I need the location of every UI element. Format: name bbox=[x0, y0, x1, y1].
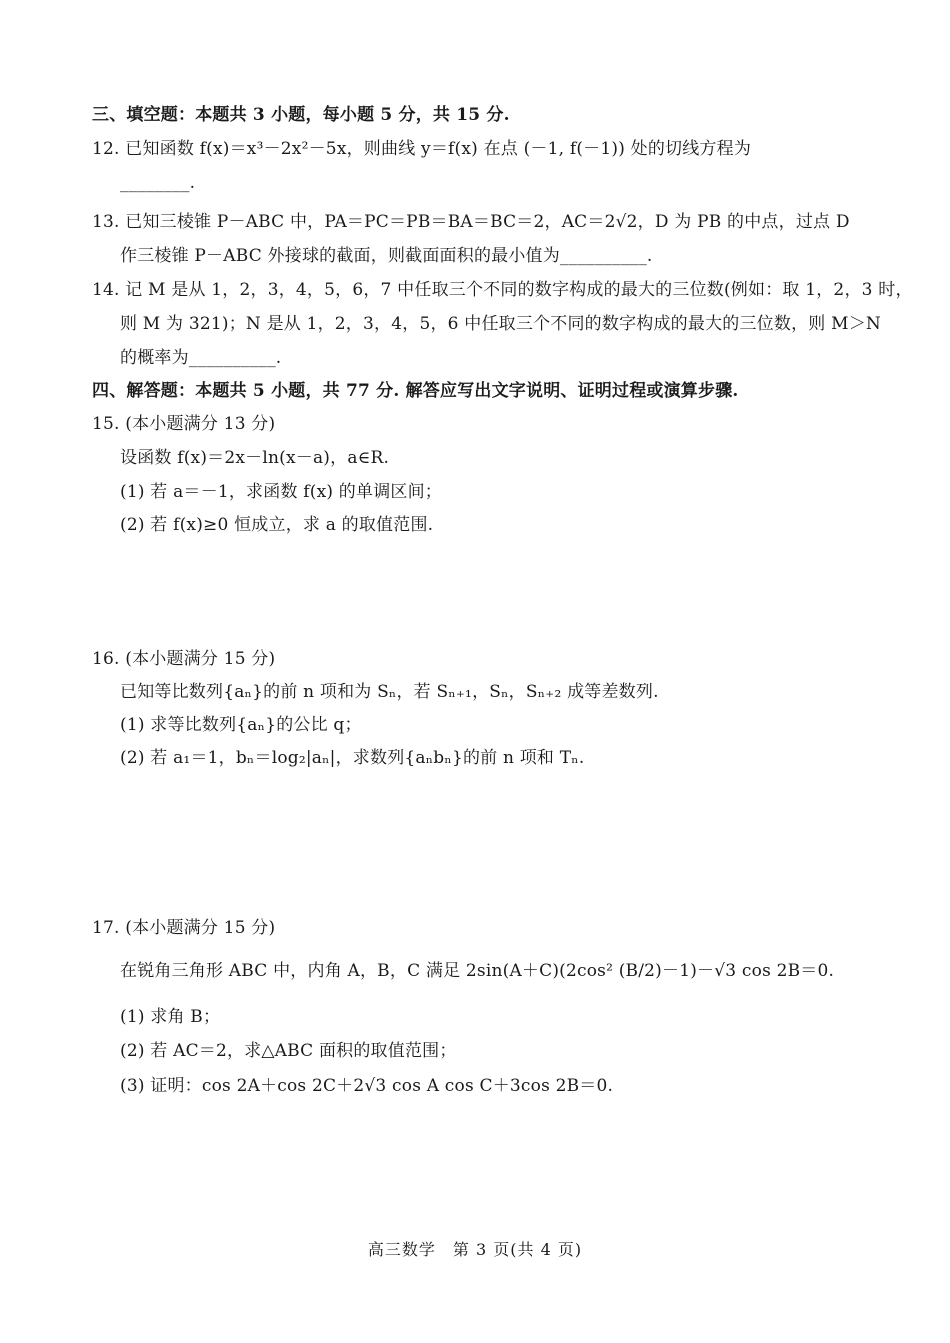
q13-line2: 作三棱锥 P－ABC 外接球的截面，则截面面积的最小值为__________. bbox=[120, 246, 653, 266]
q16-part2: (2) 若 a₁＝1，bₙ＝log₂|aₙ|，求数列{aₙbₙ}的前 n 项和 Tₙ. bbox=[120, 748, 585, 768]
solve-section-header: 四、解答题：本题共 5 小题，共 77 分. 解答应写出文字说明、证明过程或演算步骤. bbox=[92, 381, 739, 401]
q17-part2: (2) 若 AC＝2，求△ABC 面积的取值范围； bbox=[120, 1041, 457, 1061]
q14-line3: 的概率为__________. bbox=[120, 348, 282, 368]
q17-part3: (3) 证明：cos 2A＋cos 2C＋2√3 cos A cos C＋3cos 2B＝0. bbox=[120, 1076, 614, 1096]
q16-head: 16. (本小题满分 15 分) bbox=[92, 649, 276, 669]
q15-part1: (1) 若 a＝－1，求函数 f(x) 的单调区间； bbox=[120, 482, 442, 502]
q13-line1: 13. 已知三棱锥 P－ABC 中，PA＝PC＝PB＝BA＝BC＝2，AC＝2√2，D 为 PB 的中点，过点 D bbox=[92, 212, 850, 232]
q14-line2: 则 M 为 321)；N 是从 1，2，3，4，5，6 中任取三个不同的数字构成的最大的三位数，则 M＞N bbox=[120, 314, 881, 334]
q16-part1: (1) 求等比数列{aₙ}的公比 q； bbox=[120, 715, 362, 735]
fill-section-header: 三、填空题：本题共 3 小题，每小题 5 分，共 15 分. bbox=[92, 105, 510, 125]
q12-line1: 12. 已知函数 f(x)＝x³－2x²－5x，则曲线 y＝f(x) 在点 (－1, f(－1)) 处的切线方程为 bbox=[92, 139, 752, 159]
q15-stem: 设函数 f(x)＝2x－ln(x－a)，a∈R. bbox=[120, 448, 390, 468]
q15-part2: (2) 若 f(x)≥0 恒成立，求 a 的取值范围. bbox=[120, 515, 434, 535]
q16-stem: 已知等比数列{aₙ}的前 n 项和为 Sₙ，若 Sₙ₊₁，Sₙ，Sₙ₊₂ 成等差数列. bbox=[120, 682, 659, 702]
q12-line2: ________. bbox=[120, 173, 196, 193]
q14-line1: 14. 记 M 是从 1，2，3，4，5，6，7 中任取三个不同的数字构成的最大的三位数(例如：取 1，2，3 时， bbox=[92, 280, 913, 300]
q17-head: 17. (本小题满分 15 分) bbox=[92, 918, 276, 938]
page-footer: 高三数学 第 3 页(共 4 页) bbox=[367, 1240, 583, 1259]
q17-part1: (1) 求角 B； bbox=[120, 1007, 221, 1027]
q15-head: 15. (本小题满分 13 分) bbox=[92, 414, 276, 434]
q17-stem: 在锐角三角形 ABC 中，内角 A，B，C 满足 2sin(A＋C)(2cos² (B/2)－1)－√3 cos 2B＝0. bbox=[120, 961, 835, 981]
